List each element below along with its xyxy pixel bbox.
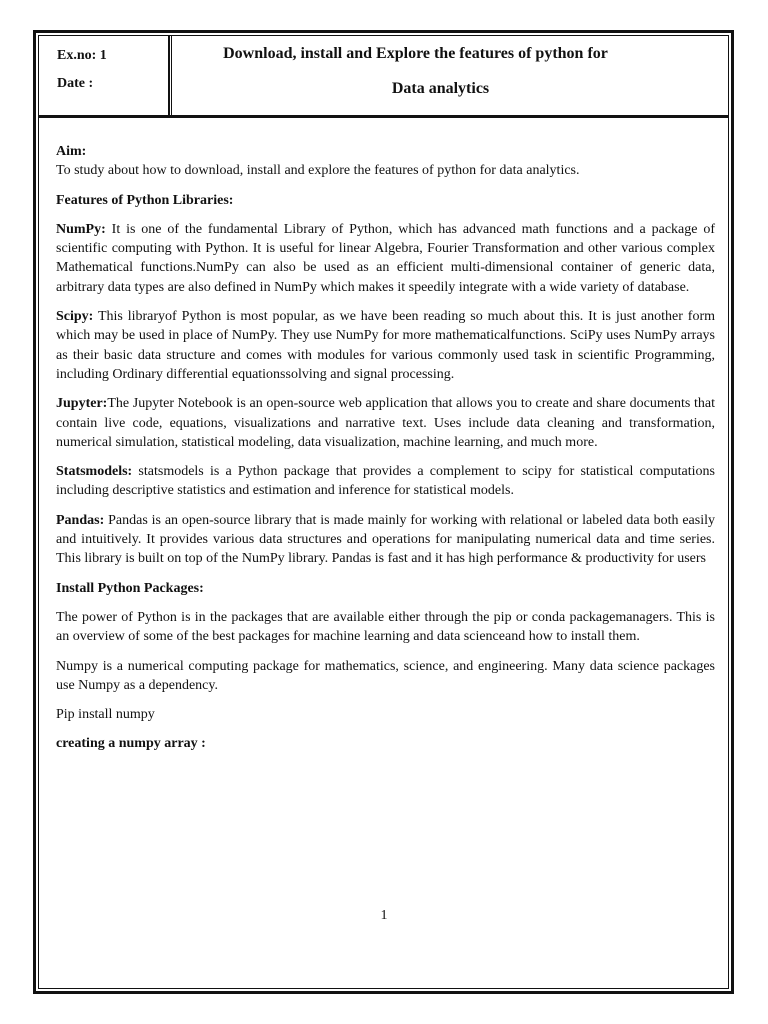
date-label: Date :	[57, 76, 94, 91]
library-description: This libraryof Python is most popular, as we have been reading so much about this. It is just another form which may be used in place of NumPy. They use NumPy for more mathematicalfunctions. SciPy uses NumPy arrays as their basic data structure and comes with modules for various commonly used task in scientific Programming, including Ordinary differential equationssolving and signal processing.	[56, 309, 715, 382]
library-numpy	[56, 220, 715, 297]
library-jupyter	[56, 394, 715, 452]
library-description: The Jupyter Notebook is an open-source web application that allows you to create and share documents that contain live code, equations, visualizations and narrative text. Uses include data cleaning and transformation, numerical simulation, statistical modeling, data visualization, machine learning, and much more.	[56, 396, 715, 450]
library-description: Pandas is an open-source library that is made mainly for working with relational or labeled data both easily and intuitively. It provides various data structures and operations for manipulating numerical data and time series. This library is built on top of the NumPy library. Pandas is fast and it has high performance & productivity for users	[56, 512, 715, 567]
page-number: 1	[380, 908, 388, 923]
library-name: Pandas:	[56, 512, 105, 528]
features-heading: Features of Python Libraries:	[56, 192, 234, 208]
aim-label: Aim:	[56, 144, 87, 159]
library-name: Scipy:	[56, 309, 94, 325]
document-body	[56, 142, 715, 764]
exercise-number: Ex.no: 1	[57, 48, 107, 63]
library-scipy	[56, 307, 715, 384]
install-heading: Install Python Packages:	[56, 580, 204, 596]
pip-command: Pip install numpy	[56, 707, 155, 723]
library-statsmodels	[56, 462, 715, 501]
aim-text: To study about how to download, install and explore the features of python for data analytics.	[56, 163, 580, 179]
install-paragraph-1: The power of Python is in the packages that are available either through the pip or conda packagemanagers. This is an overview of some of the best packages for machine learning and data scienceand how to install them.	[56, 609, 715, 645]
library-name: NumPy:	[56, 221, 106, 237]
library-name: Jupyter:	[56, 396, 108, 412]
title-line-2: Data analytics	[391, 80, 490, 97]
array-heading: creating a numpy array :	[56, 736, 206, 752]
library-description: statsmodels is a Python package that provides a complement to scipy for statistical computations including descriptive statistics and estimation and inference for statistical models.	[56, 464, 715, 499]
header-bottom-rule	[38, 115, 729, 118]
library-name: Statsmodels:	[56, 464, 133, 480]
library-pandas	[56, 511, 715, 569]
install-paragraph-2: Numpy is a numerical computing package for mathematics, science, and engineering. Many data science packages use Numpy as a dependency.	[56, 658, 715, 693]
title-line-1: Download, install and Explore the features of python for	[223, 45, 608, 62]
library-description: It is one of the fundamental Library of Python, which has advanced math functions and a package of scientific computing with Python. It is useful for linear Algebra, Fourier Transformation and other various complex Mathematical functions.NumPy can also be used as an efficient multi-dimensional container of generic data, arbitrary data types are also defined in NumPy which makes it speedily integrate with a wide variety of database.	[56, 221, 715, 295]
